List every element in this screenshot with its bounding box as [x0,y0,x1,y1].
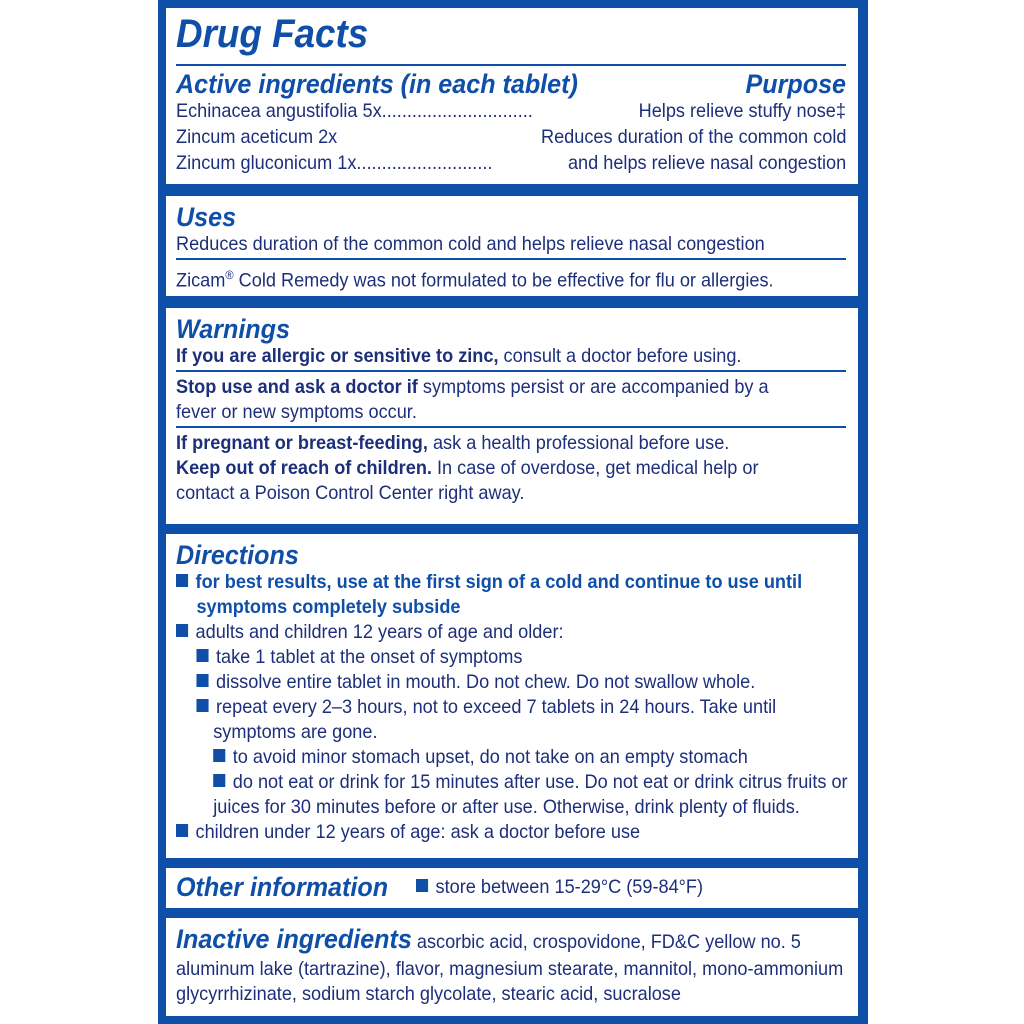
inactive-line: glycyrrhizinate, sodium starch glycolate, stearic acid, sucralose [176,983,681,1005]
square-bullet-icon [176,574,188,587]
drug-facts-title: Drug Facts [176,12,369,56]
ingredient-row [176,99,846,125]
direction-text: children under 12 years of age: ask a doctor before use [195,821,641,843]
direction-subitem-cont: juices for 30 minutes before or after use. Otherwise, drink plenty of fluids. [213,796,800,818]
direction-subitem [176,670,799,695]
square-bullet-icon [196,649,208,662]
uses-box [166,196,858,296]
brand-name: Zicam [176,269,226,292]
warning-children-bold: Keep out of reach of children. [176,457,432,479]
warning-pregnant [176,431,799,456]
square-bullet-icon [176,624,188,637]
divider [176,426,846,428]
purpose-heading: Purpose [745,69,846,99]
uses-text: Reduces duration of the common cold and helps relieve nasal congestion [176,233,765,255]
ingredient-row [176,151,846,177]
inactive-text: ascorbic acid, crospovidone, FD&C yellow no. 5 [411,931,801,953]
ingredient-name: Echinacea angustifolia 5x [176,100,382,122]
direction-item [176,570,803,595]
active-ingredients-box [166,8,858,184]
uses-note-text: Cold Remedy was not formulated to be effective for flu or allergies. [233,269,774,292]
divider [176,370,846,372]
square-bullet-icon [416,879,428,892]
warning-zinc [176,344,799,369]
leader-dots: ........................... [356,152,493,174]
other-information-item [416,875,703,900]
inactive-line: aluminum lake (tartrazine), flavor, magnesium stearate, mannitol, mono-ammonium [176,958,844,980]
divider [176,258,846,260]
warning-zinc-text: consult a doctor before using. [498,345,742,367]
warning-pregnant-text: ask a health professional before use. [427,432,730,454]
inactive-line [176,924,799,957]
ingredient-purpose: Reduces duration of the common cold [540,126,846,148]
direction-text: adults and children 12 years of age and older: [195,621,564,643]
ingredient-row [176,125,846,151]
registered-mark: ® [225,268,234,282]
direction-subitem [176,695,799,720]
direction-text: do not eat or drink for 15 minutes after use. Do not eat or drink citrus fruits or [232,771,848,793]
other-information-row [176,872,846,902]
uses-heading: Uses [176,202,237,232]
other-information-box [166,868,858,908]
warning-stop-use-bold: Stop use and ask a doctor if [176,376,418,398]
active-header-row [176,69,846,99]
direction-text: to avoid minor stomach upset, do not take on an empty stomach [232,746,748,768]
warning-stop-use-cont: fever or new symptoms occur. [176,401,417,423]
direction-text: take 1 tablet at the onset of symptoms [215,646,523,668]
leader-dots: .............................. [381,100,533,122]
square-bullet-icon [213,774,225,787]
directions-heading: Directions [176,540,299,570]
square-bullet-icon [176,824,188,837]
direction-subitem [176,645,799,670]
direction-item-cont: symptoms completely subside [196,596,461,618]
ingredient-purpose: and helps relieve nasal congestion [567,152,846,174]
direction-item [176,820,799,845]
inactive-ingredients-heading: Inactive ingredients [176,924,412,954]
inactive-ingredients-box [166,918,858,1016]
direction-item [176,620,799,645]
warning-children-text: In case of overdose, get medical help or [431,457,759,479]
other-information-heading: Other information [176,872,389,902]
warnings-heading: Warnings [176,314,290,344]
direction-subitem [176,770,848,795]
storage-text: store between 15-29°C (59-84°F) [435,875,704,898]
warning-children-cont: contact a Poison Control Center right away. [176,482,525,504]
warning-pregnant-bold: If pregnant or breast-feeding, [176,432,428,454]
ingredient-name: Zincum aceticum 2x [176,126,338,148]
ingredient-purpose: Helps relieve stuffy nose‡ [638,100,846,122]
warning-children [176,456,799,481]
warnings-box [166,308,858,524]
uses-note [176,263,799,294]
direction-text: dissolve entire tablet in mouth. Do not chew. Do not swallow whole. [215,671,756,693]
warning-stop-use [176,375,799,400]
warning-zinc-bold: If you are allergic or sensitive to zinc, [176,345,499,367]
directions-box [166,534,858,858]
ingredient-name: Zincum gluconicum 1x [176,152,357,174]
square-bullet-icon [196,699,208,712]
warning-stop-use-text: symptoms persist or are accompanied by a [417,376,769,398]
direction-text: for best results, use at the first sign of a cold and continue to use until [195,571,803,593]
direction-subitem [176,745,799,770]
square-bullet-icon [213,749,225,762]
divider [176,64,846,66]
active-ingredients-heading: Active ingredients (in each tablet) [176,69,578,99]
square-bullet-icon [196,674,208,687]
direction-subitem-cont: symptoms are gone. [213,721,378,743]
direction-text: repeat every 2–3 hours, not to exceed 7 tablets in 24 hours. Take until [215,696,777,718]
